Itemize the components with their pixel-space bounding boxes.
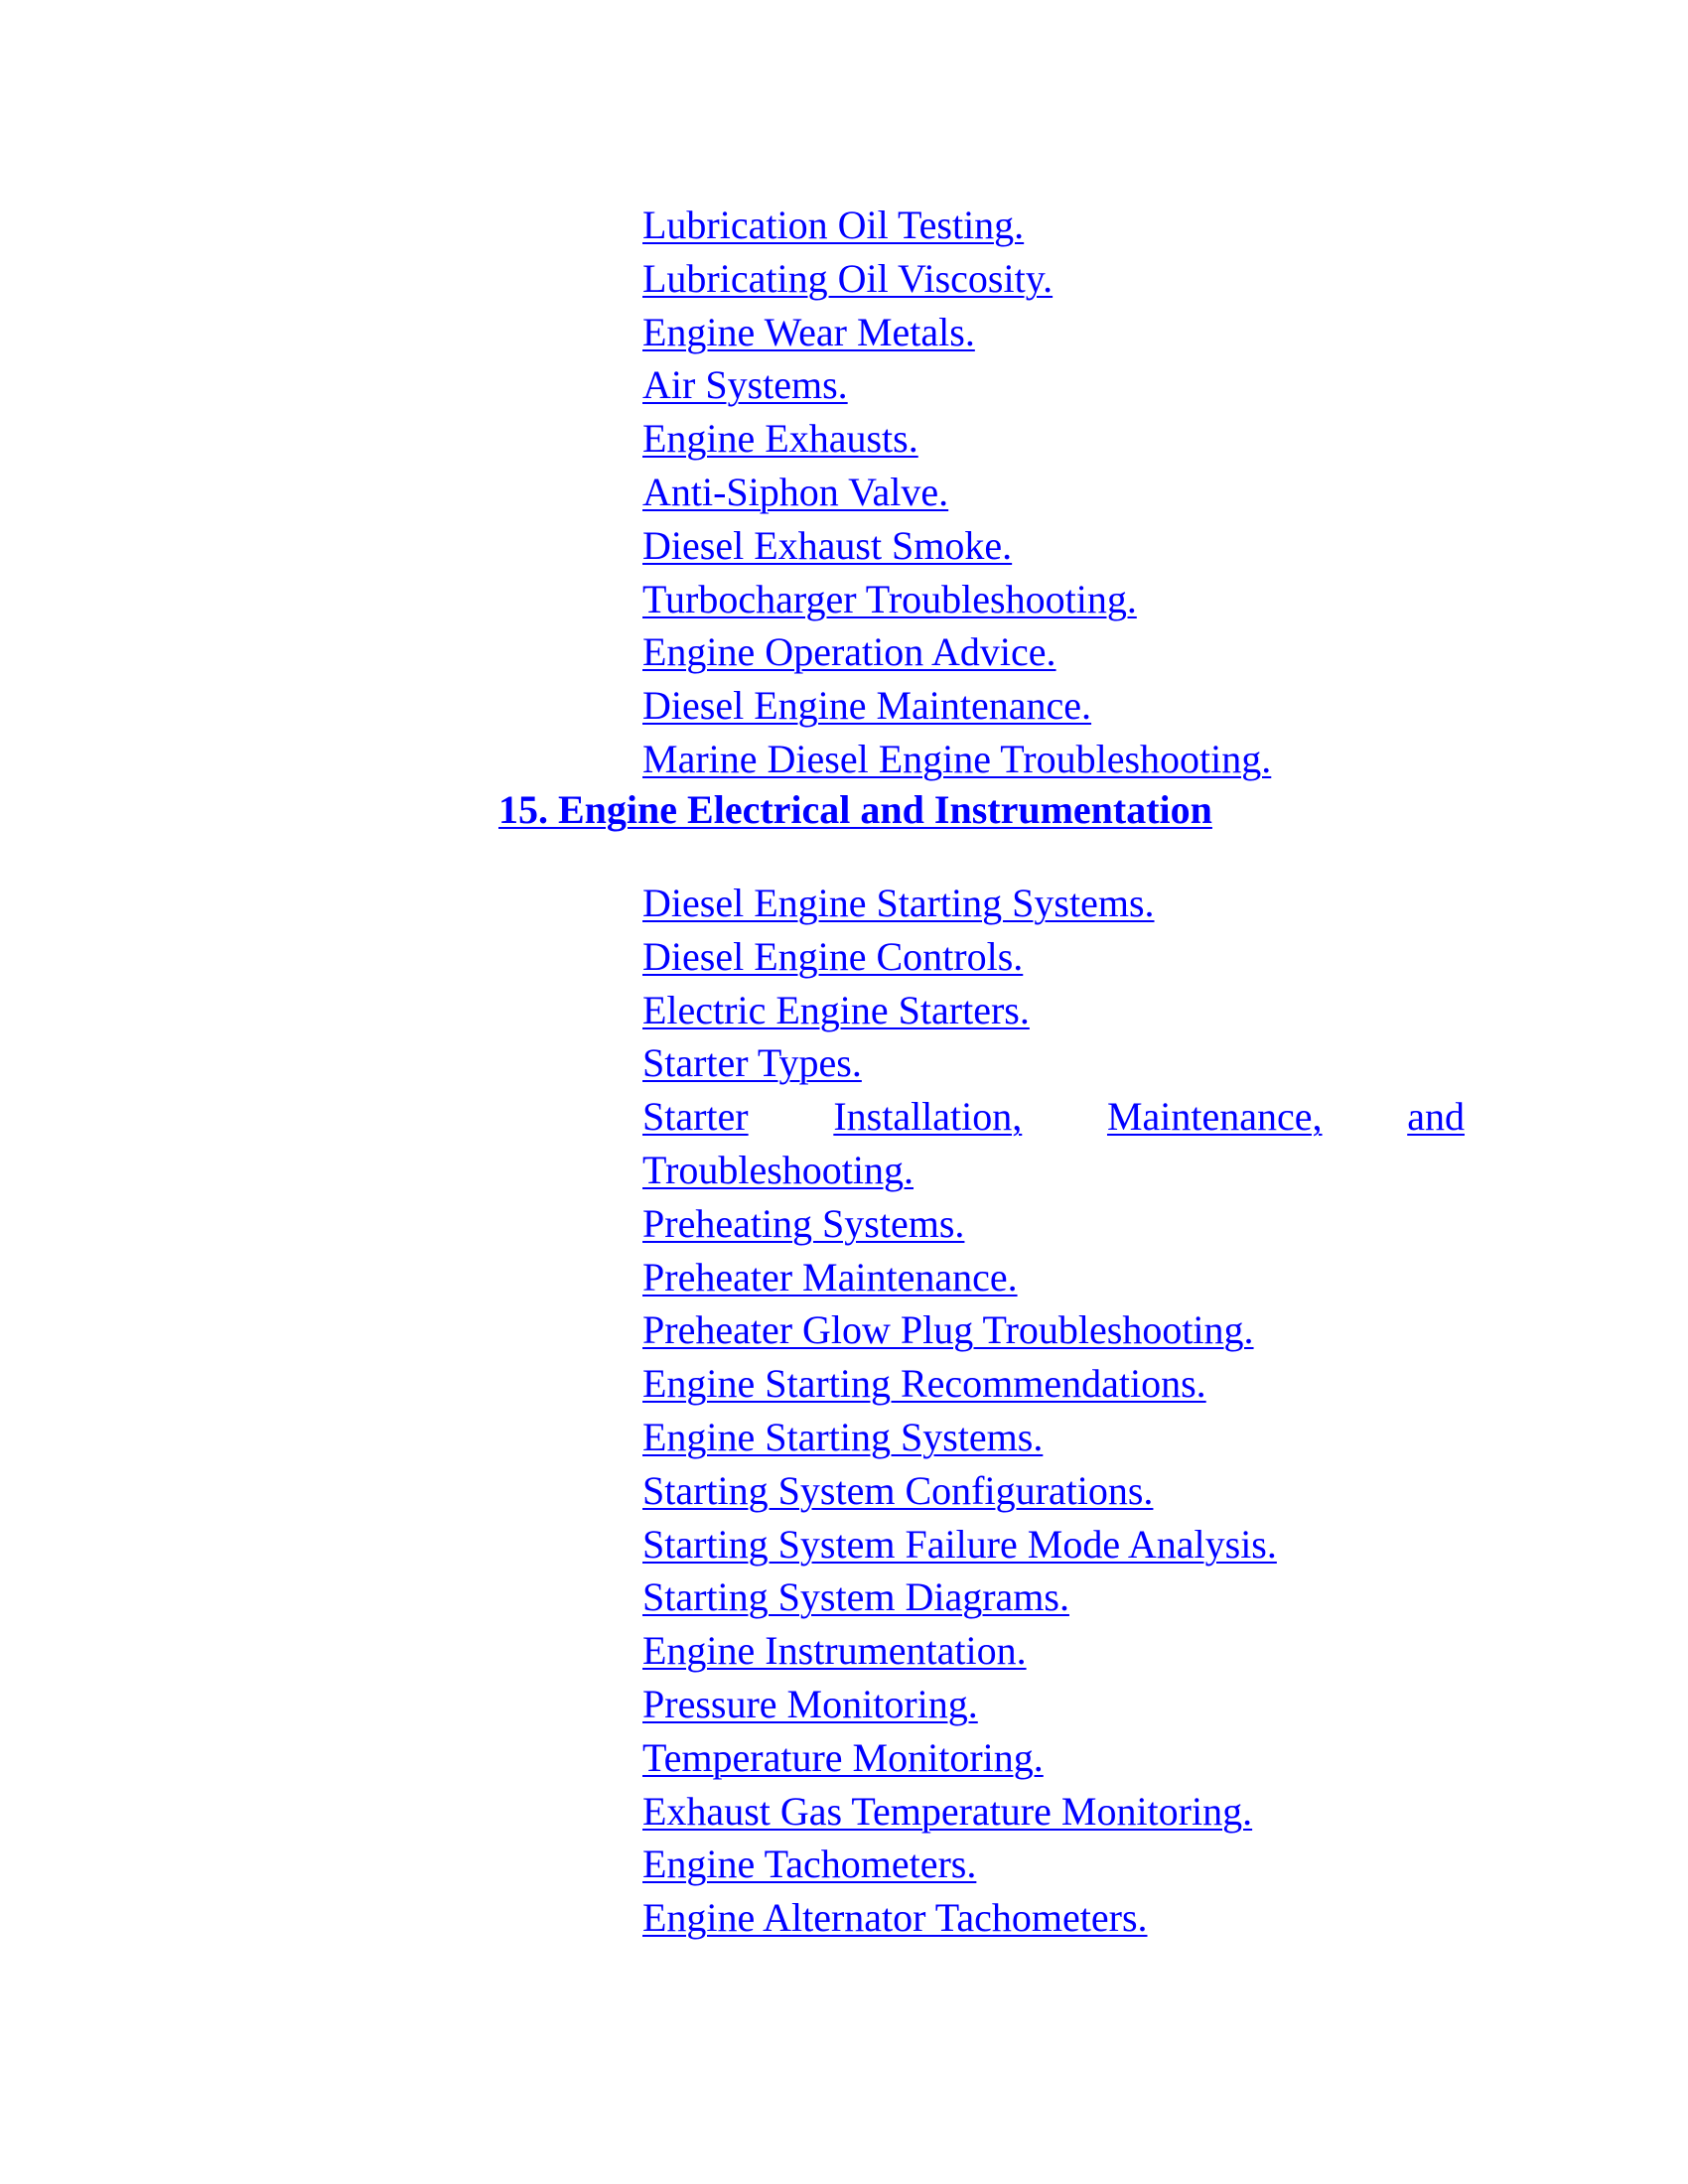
list-item <box>642 1197 1465 1251</box>
toc-link-marine-diesel-engine-troubleshooting[interactable]: Marine Diesel Engine Troubleshooting. <box>642 736 1272 781</box>
toc-link-exhaust-gas-temperature-monitoring[interactable]: Exhaust Gas Temperature Monitoring. <box>642 1788 1253 1834</box>
list-item <box>642 466 1271 519</box>
link-word: Installation, <box>833 1094 1023 1140</box>
list-item <box>642 412 1271 466</box>
toc-link-lubrication-oil-testing[interactable]: Lubrication Oil Testing. <box>642 203 1025 247</box>
list-item <box>642 358 1271 412</box>
list-item <box>642 306 1271 359</box>
toc-link-engine-instrumentation[interactable]: Engine Instrumentation. <box>642 1628 1027 1674</box>
section-15-heading <box>498 783 1212 837</box>
toc-link-temperature-monitoring[interactable]: Temperature Monitoring. <box>642 1734 1044 1780</box>
toc-link-preheater-maintenance[interactable]: Preheater Maintenance. <box>642 1254 1018 1299</box>
toc-link-engine-starting-systems[interactable]: Engine Starting Systems. <box>642 1414 1044 1459</box>
list-item <box>642 1570 1465 1624</box>
list-item <box>642 1036 1465 1090</box>
toc-link-starter-types[interactable]: Starter Types. <box>642 1040 862 1086</box>
toc-link-electric-engine-starters[interactable]: Electric Engine Starters. <box>642 987 1030 1032</box>
link-word: Starter <box>642 1094 749 1140</box>
list-item <box>642 1090 1465 1144</box>
toc-link-diesel-engine-controls[interactable]: Diesel Engine Controls. <box>642 933 1024 979</box>
section-14-link-list <box>642 199 1271 786</box>
toc-link-starting-system-diagrams[interactable]: Starting System Diagrams. <box>642 1574 1069 1620</box>
list-item <box>642 1731 1465 1785</box>
list-item <box>642 1303 1465 1357</box>
list-item <box>642 1518 1465 1571</box>
toc-link-lubricating-oil-viscosity[interactable]: Lubricating Oil Viscosity. <box>642 255 1054 301</box>
list-item <box>642 573 1271 626</box>
list-item <box>642 1251 1465 1304</box>
list-item <box>642 252 1271 306</box>
list-item <box>642 984 1465 1037</box>
toc-link-air-systems[interactable]: Air Systems. <box>642 362 848 408</box>
list-item <box>642 1838 1465 1891</box>
link-word: and <box>1407 1094 1465 1140</box>
list-item <box>642 1678 1465 1731</box>
list-item <box>642 1411 1465 1464</box>
toc-link-turbocharger-troubleshooting[interactable]: Turbocharger Troubleshooting. <box>642 576 1137 621</box>
toc-link-engine-operation-advice[interactable]: Engine Operation Advice. <box>642 629 1056 675</box>
toc-link-starter-installation-line-2[interactable]: Troubleshooting. <box>642 1147 914 1192</box>
list-item <box>642 199 1271 252</box>
toc-link-engine-starting-recommendations[interactable]: Engine Starting Recommendations. <box>642 1361 1206 1407</box>
section-15-link-list <box>642 877 1465 1945</box>
toc-link-diesel-engine-maintenance[interactable]: Diesel Engine Maintenance. <box>642 683 1092 729</box>
toc-link-engine-tachometers[interactable]: Engine Tachometers. <box>642 1842 977 1887</box>
list-item <box>642 679 1271 733</box>
list-item <box>642 877 1465 930</box>
link-word: Maintenance, <box>1106 1094 1323 1140</box>
list-item <box>642 625 1271 679</box>
toc-link-starting-system-failure-mode-analysis[interactable]: Starting System Failure Mode Analysis. <box>642 1521 1277 1567</box>
toc-link-engine-wear-metals[interactable]: Engine Wear Metals. <box>642 309 975 354</box>
toc-link-section-15[interactable]: 15. Engine Electrical and Instrumentation <box>498 787 1212 832</box>
toc-link-starting-system-configurations[interactable]: Starting System Configurations. <box>642 1467 1154 1513</box>
list-item <box>642 1357 1465 1411</box>
list-item <box>642 1464 1465 1518</box>
list-item <box>642 733 1271 786</box>
toc-link-preheater-glow-plug-troubleshooting[interactable]: Preheater Glow Plug Troubleshooting. <box>642 1307 1254 1353</box>
toc-link-pressure-monitoring[interactable]: Pressure Monitoring. <box>642 1681 978 1726</box>
toc-link-diesel-engine-starting-systems[interactable]: Diesel Engine Starting Systems. <box>642 881 1155 925</box>
list-item <box>642 1891 1465 1945</box>
list-item <box>642 1785 1465 1839</box>
toc-link-diesel-exhaust-smoke[interactable]: Diesel Exhaust Smoke. <box>642 522 1013 568</box>
list-item <box>642 519 1271 573</box>
toc-link-anti-siphon-valve[interactable]: Anti-Siphon Valve. <box>642 469 949 514</box>
toc-link-preheating-systems[interactable]: Preheating Systems. <box>642 1200 965 1246</box>
list-item <box>642 1144 1465 1197</box>
list-item <box>642 930 1465 984</box>
toc-link-starter-installation-line-1[interactable] <box>642 1090 1465 1144</box>
toc-link-engine-alternator-tachometers[interactable]: Engine Alternator Tachometers. <box>642 1895 1148 1941</box>
list-item <box>642 1624 1465 1678</box>
toc-link-engine-exhausts[interactable]: Engine Exhausts. <box>642 416 918 462</box>
